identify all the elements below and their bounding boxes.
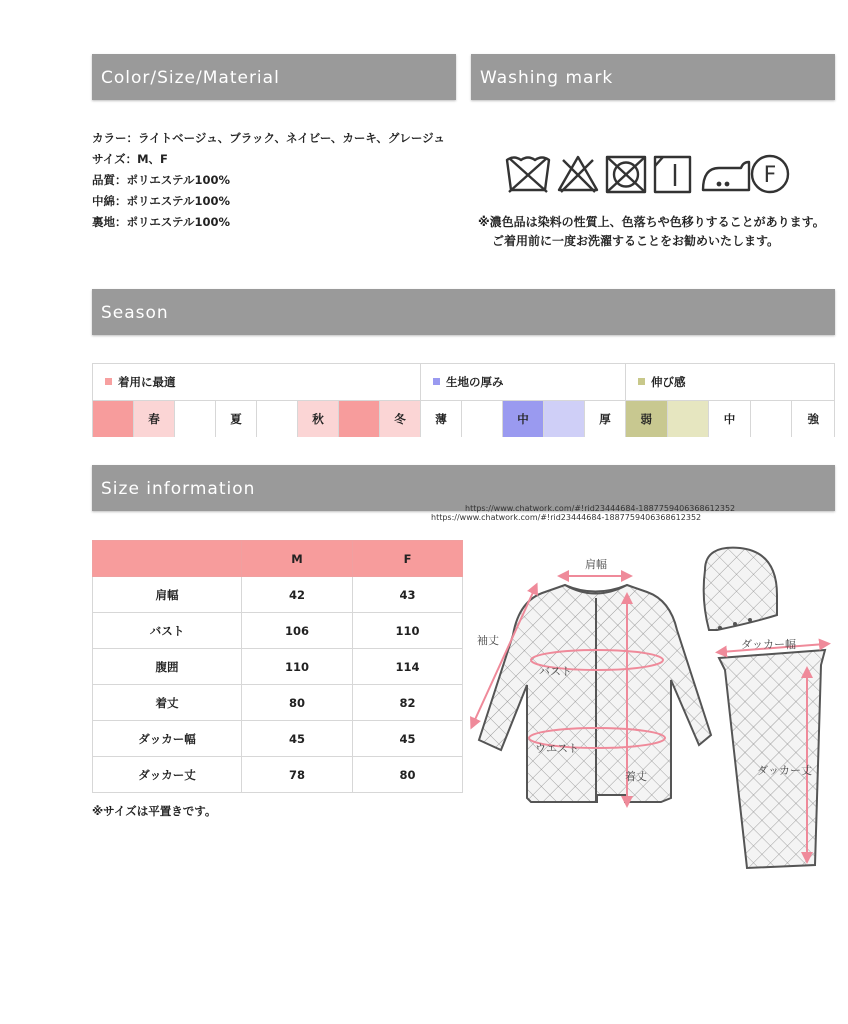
- wear-cell: [93, 401, 134, 437]
- care-note-line-1: ※濃色品は染料の性質上、色落ちや色移りすることがあります。: [478, 215, 825, 229]
- season-grid: [92, 363, 835, 437]
- no-wash-icon: [507, 158, 549, 193]
- table-row: 腹囲 110 114: [93, 649, 463, 685]
- table-row: ダッカー丈 78 80: [93, 757, 463, 793]
- header-cell-m: M: [242, 541, 353, 577]
- category-thickness: 生地の厚み: [421, 364, 626, 401]
- table-row: バスト 106 110: [93, 613, 463, 649]
- label-ducker-width: ダッカー幅: [741, 638, 796, 651]
- stretch-cell: 強: [792, 401, 834, 437]
- size-table-header: [93, 541, 463, 577]
- dry-clean-letter: F: [763, 163, 777, 188]
- label-bust: バスト: [539, 665, 572, 678]
- header-cell-f: F: [353, 541, 463, 577]
- table-row: 肩幅 42 43: [93, 577, 463, 613]
- lining-row: 裏地：ポリエステル100%: [92, 215, 230, 229]
- category-wear: 着用に最適: [93, 364, 421, 401]
- size-information-header: Size information: [92, 465, 835, 511]
- no-tumble-dry-icon: [607, 157, 645, 192]
- wear-cell: 春: [134, 401, 175, 437]
- care-note-line-2: ご着用前に一度お洗濯することをお勧めいたします。: [492, 234, 780, 248]
- padding-row: 中綿：ポリエステル100%: [92, 194, 230, 208]
- wear-cell: 夏: [216, 401, 257, 437]
- size-diagram: [465, 540, 840, 875]
- coat-illustration: [479, 585, 711, 802]
- washing-symbols: [505, 152, 795, 196]
- color-size-material-header: Color/Size/Material: [92, 54, 456, 100]
- quality-row: 品質：ポリエステル100%: [92, 173, 230, 187]
- stretch-cell: [668, 401, 710, 437]
- thickness-cell: 中: [503, 401, 544, 437]
- season-header: Season: [92, 289, 835, 335]
- thickness-cell: 厚: [585, 401, 626, 437]
- wear-cell: [339, 401, 380, 437]
- stretch-cell: 弱: [626, 401, 668, 437]
- color-row: カラー：ライトベージュ、ブラック、ネイビー、カーキ、グレージュ: [92, 131, 445, 145]
- header-cell: [93, 541, 242, 577]
- url-text-2: https://www.chatwork.com/#!rid23444684-1887759406368612352: [431, 513, 702, 522]
- wear-swatch: [105, 378, 112, 385]
- size-note: ※サイズは平置きです。: [92, 804, 217, 818]
- table-row: 着丈 80 82: [93, 685, 463, 721]
- size-table: [92, 540, 463, 793]
- low-iron-icon: [703, 162, 749, 190]
- washing-mark-header: Washing mark: [471, 54, 835, 100]
- stretch-swatch: [638, 378, 645, 385]
- line-dry-icon: [655, 157, 690, 192]
- thickness-cell: [462, 401, 503, 437]
- label-sleeve: 袖丈: [477, 634, 499, 647]
- stretch-cell: [751, 401, 793, 437]
- label-ducker-length: ダッカー丈: [757, 764, 812, 777]
- size-row: サイズ：M、F: [92, 152, 168, 166]
- wear-cell: [257, 401, 298, 437]
- care-note: [478, 213, 825, 251]
- material-info: [92, 128, 445, 233]
- wear-cell: 秋: [298, 401, 339, 437]
- ducker-illustration: [719, 650, 825, 868]
- stretch-cell: 中: [709, 401, 751, 437]
- thickness-cell: [544, 401, 585, 437]
- label-shoulder: 肩幅: [585, 558, 607, 571]
- wear-cell: [175, 401, 216, 437]
- label-length: 着丈: [625, 770, 647, 783]
- no-bleach-icon: [559, 157, 597, 192]
- table-row: ダッカー幅 45 45: [93, 721, 463, 757]
- category-stretch: 伸び感: [626, 364, 834, 401]
- wear-cell: 冬: [380, 401, 421, 437]
- url-text-1: https://www.chatwork.com/#!rid23444684-1887759406368612352: [465, 504, 736, 513]
- label-waist: ウエスト: [535, 742, 579, 755]
- hood-illustration: [704, 548, 777, 630]
- thickness-swatch: [433, 378, 440, 385]
- thickness-cell: 薄: [421, 401, 462, 437]
